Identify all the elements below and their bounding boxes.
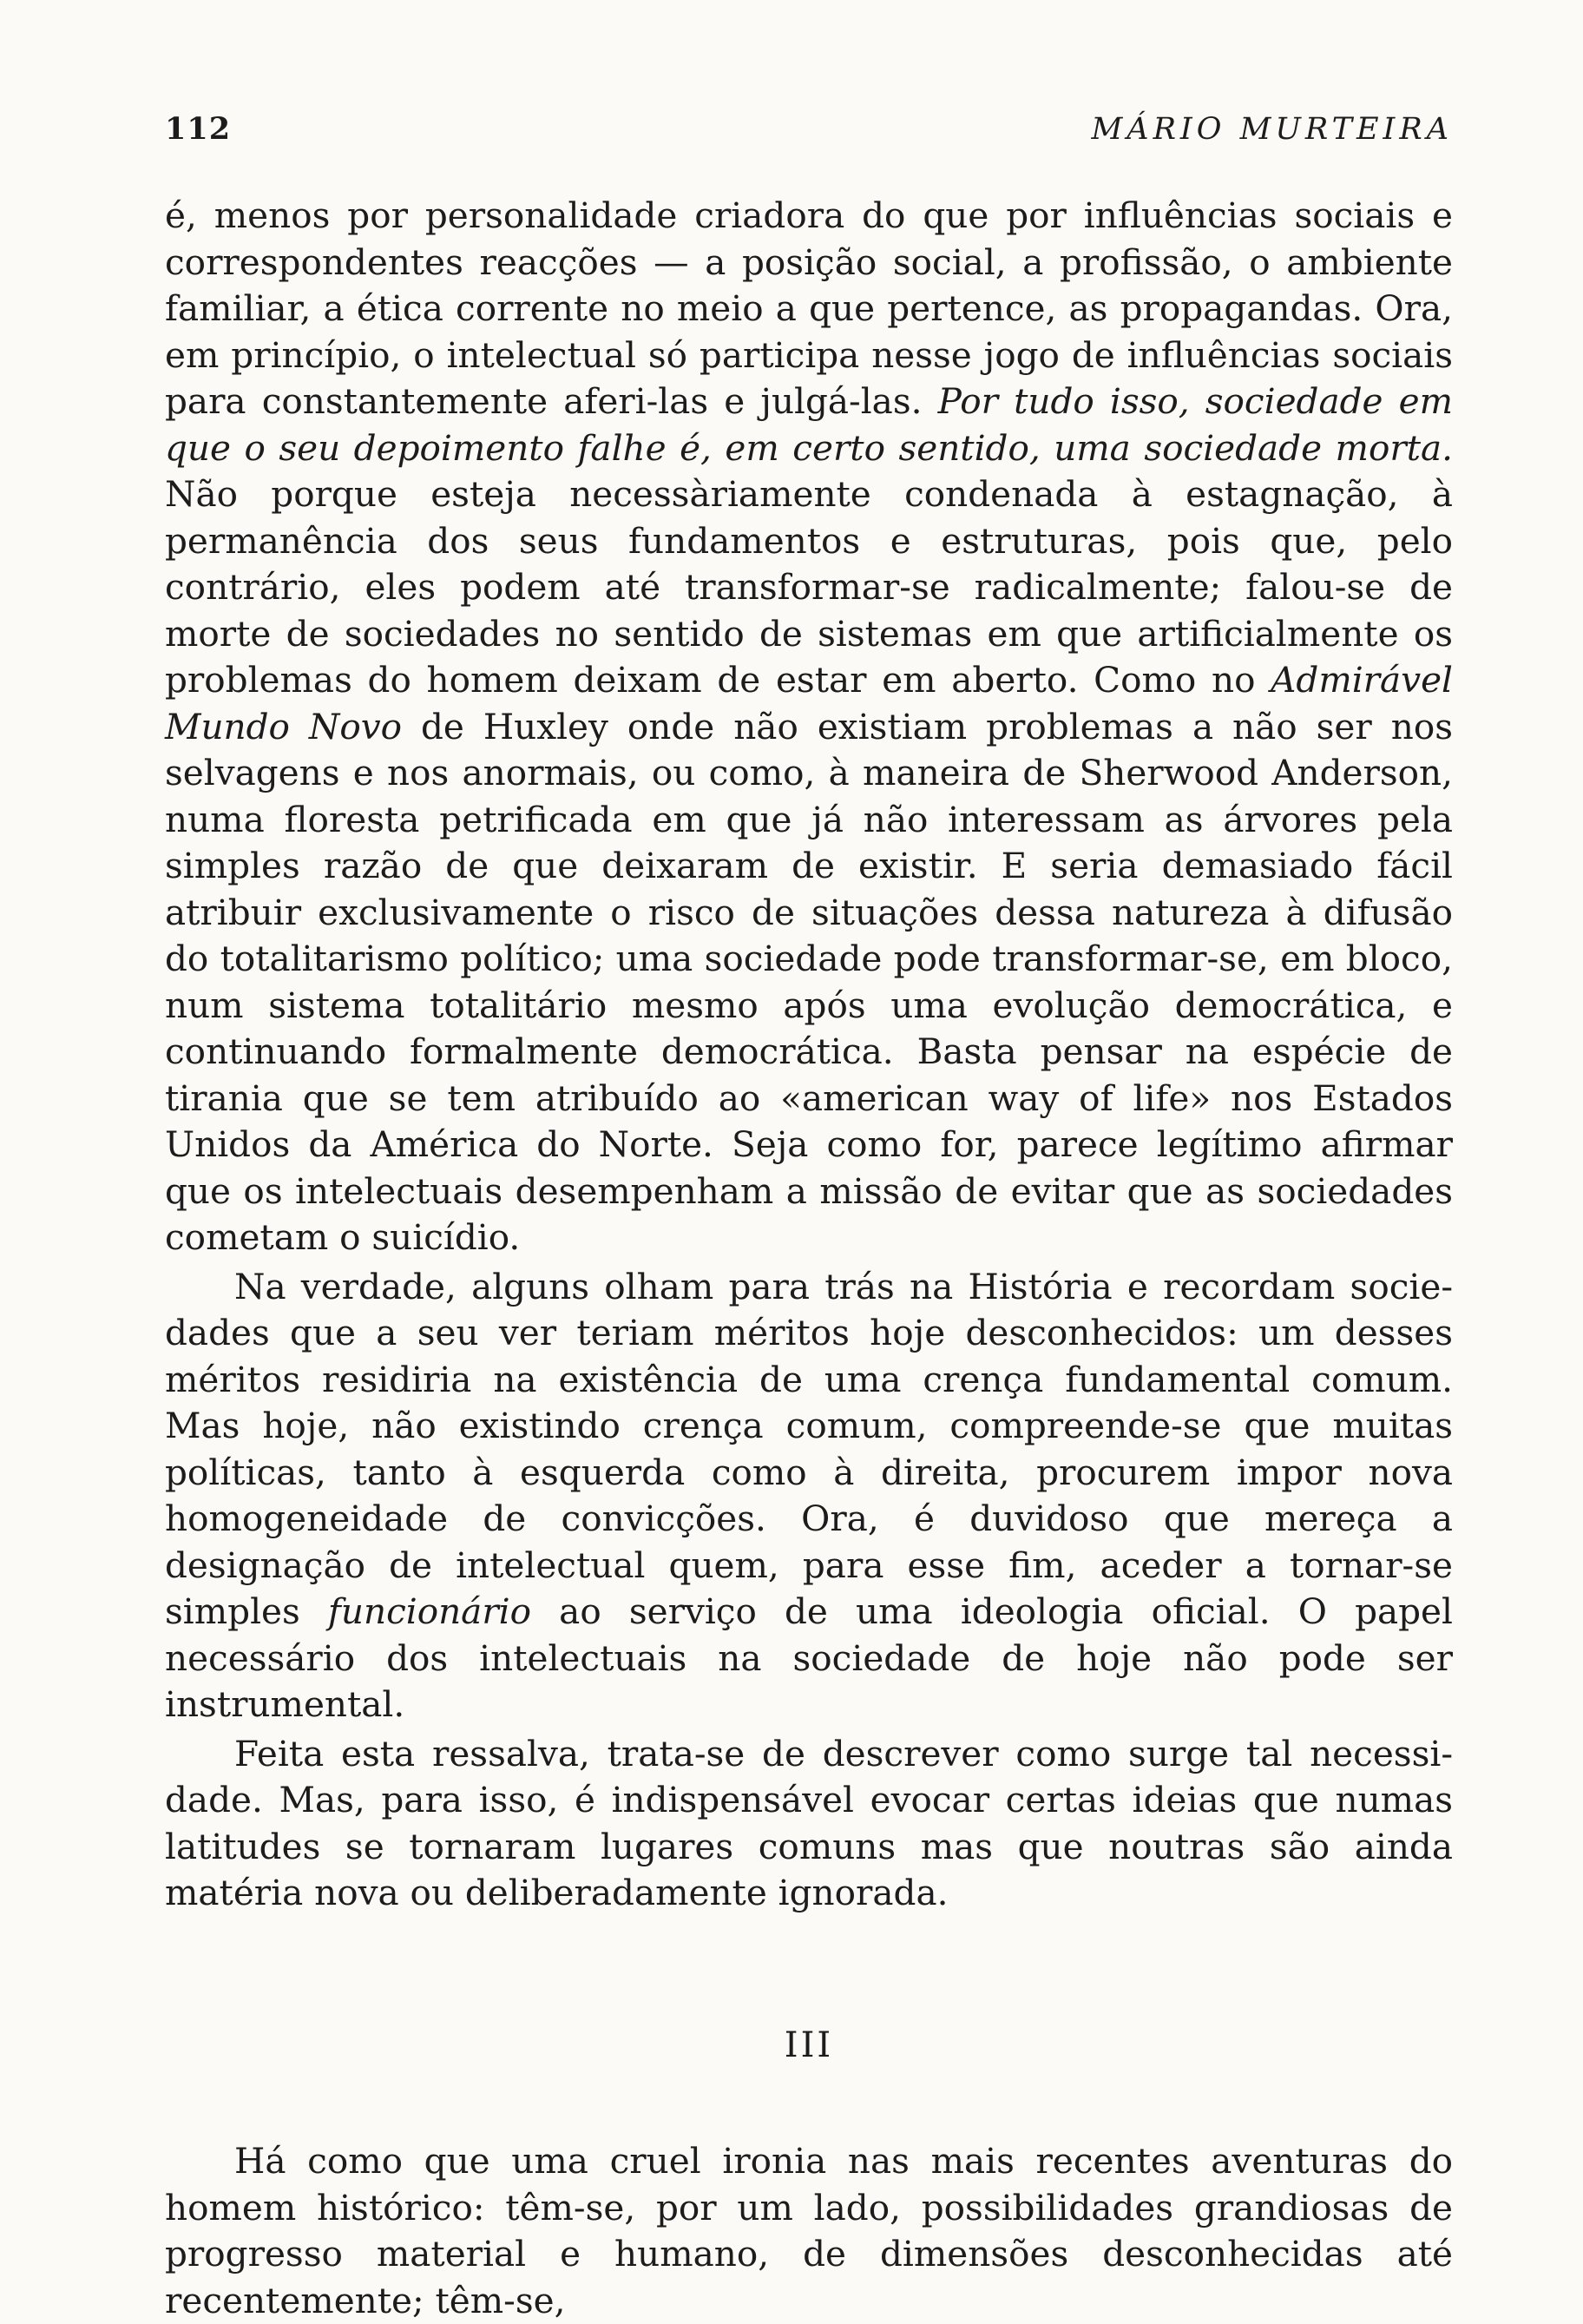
paragraph (165, 1264, 1453, 1728)
text-run: Há como que uma cruel ironia nas mais recentes aventuras do homem histórico: têm-se, por um lado, possibilidades grandiosas de progresso material e humano, de dimensões desconhecidas até recentemente; têm-se, (165, 2140, 1453, 2321)
text-run: de Huxley onde não existiam problemas a não ser nos selvagens e nos anormais, ou como, à maneira de Sherwood Anderson, numa floresta petrificada em que já não interessam as árvores pela simples razão de que deixaram de existir. E seria demasiado fácil atribuir exclusivamente o risco de situações dessa natureza à difusão do totalitarismo político; uma sociedade pode transformar-se, em bloco, num sistema totalitário mesmo após uma evolução democrática, e continuando formalmente democrática. Basta pensar na espécie de tirania que se tem atribuído ao «american way of life» nos Estados Unidos da América do Norte. Seja como for, parece legítimo afirmar que os intelectuais desempenham a missão de evitar que as sociedades cometam o suicídio. (165, 705, 1453, 1258)
text-run: Não porque esteja necessàriamente condenada à estagnação, à permanência dos seus fundamentos e estruturas, pois que, pelo contrário, eles podem até transformar-se radicalmente; falou-se de morte de sociedades no sentido de sistemas em que artificialmente os problemas do homem deixam de estar em aberto. Como no (165, 473, 1453, 701)
page-number: 112 (165, 111, 232, 147)
text-run: é, menos por personalidade criadora do que por influências sociais e correspondentes reacções — a posição social, a profissão, o ambiente familiar, a ética corrente no meio a que pertence, as propagandas. Ora, em princípio, o intelectual só participa nesse jogo de influências sociais para constantemente aferi-las e julgá-las. (165, 194, 1453, 422)
italic-text: Admirável Mundo Novo (165, 659, 1453, 747)
text-run: ao serviço de uma ideologia oficial. O papel necessário dos intelectuais na sociedade de hoje não pode ser instrumental. (165, 1590, 1453, 1725)
running-head (165, 111, 1453, 147)
section-paragraph-group (165, 2138, 1453, 2324)
text-run: Na verdade, alguns olham para trás na História e recordam sociedades que a seu ver teriam méritos hoje desconhecidos: um desses méritos residiria na existência de uma crença fundamental comum. Mas hoje, não existindo crença comum, compreende-se que muitas políticas, tanto à esquerda como à direita, procurem impor nova homogeneidade de convicções. Ora, é duvidoso que mereça a designação de intelectual quem, para esse fim, aceder a tornar-se simples (165, 1265, 1453, 1632)
paragraph (165, 193, 1453, 1261)
section-heading: III (784, 2024, 834, 2065)
paragraph-group (165, 193, 1453, 1917)
paragraph (165, 2138, 1453, 2324)
paragraph (165, 1731, 1453, 1917)
italic-text: Por tudo isso, sociedade em que o seu depoimento falhe é, em certo sentido, uma sociedade morta. (165, 380, 1453, 469)
text-run: Feita esta ressalva, trata-se de descrever como surge tal necessidade. Mas, para isso, é indispensável evocar certas ideias que numas latitudes se tornaram lugares comuns mas que noutras são ainda matéria nova ou deliberadamente ignorada. (165, 1732, 1453, 1913)
italic-text: funcionário (327, 1590, 532, 1632)
body-text (165, 193, 1453, 2324)
running-title: MÁRIO MURTEIRA (1091, 112, 1453, 147)
